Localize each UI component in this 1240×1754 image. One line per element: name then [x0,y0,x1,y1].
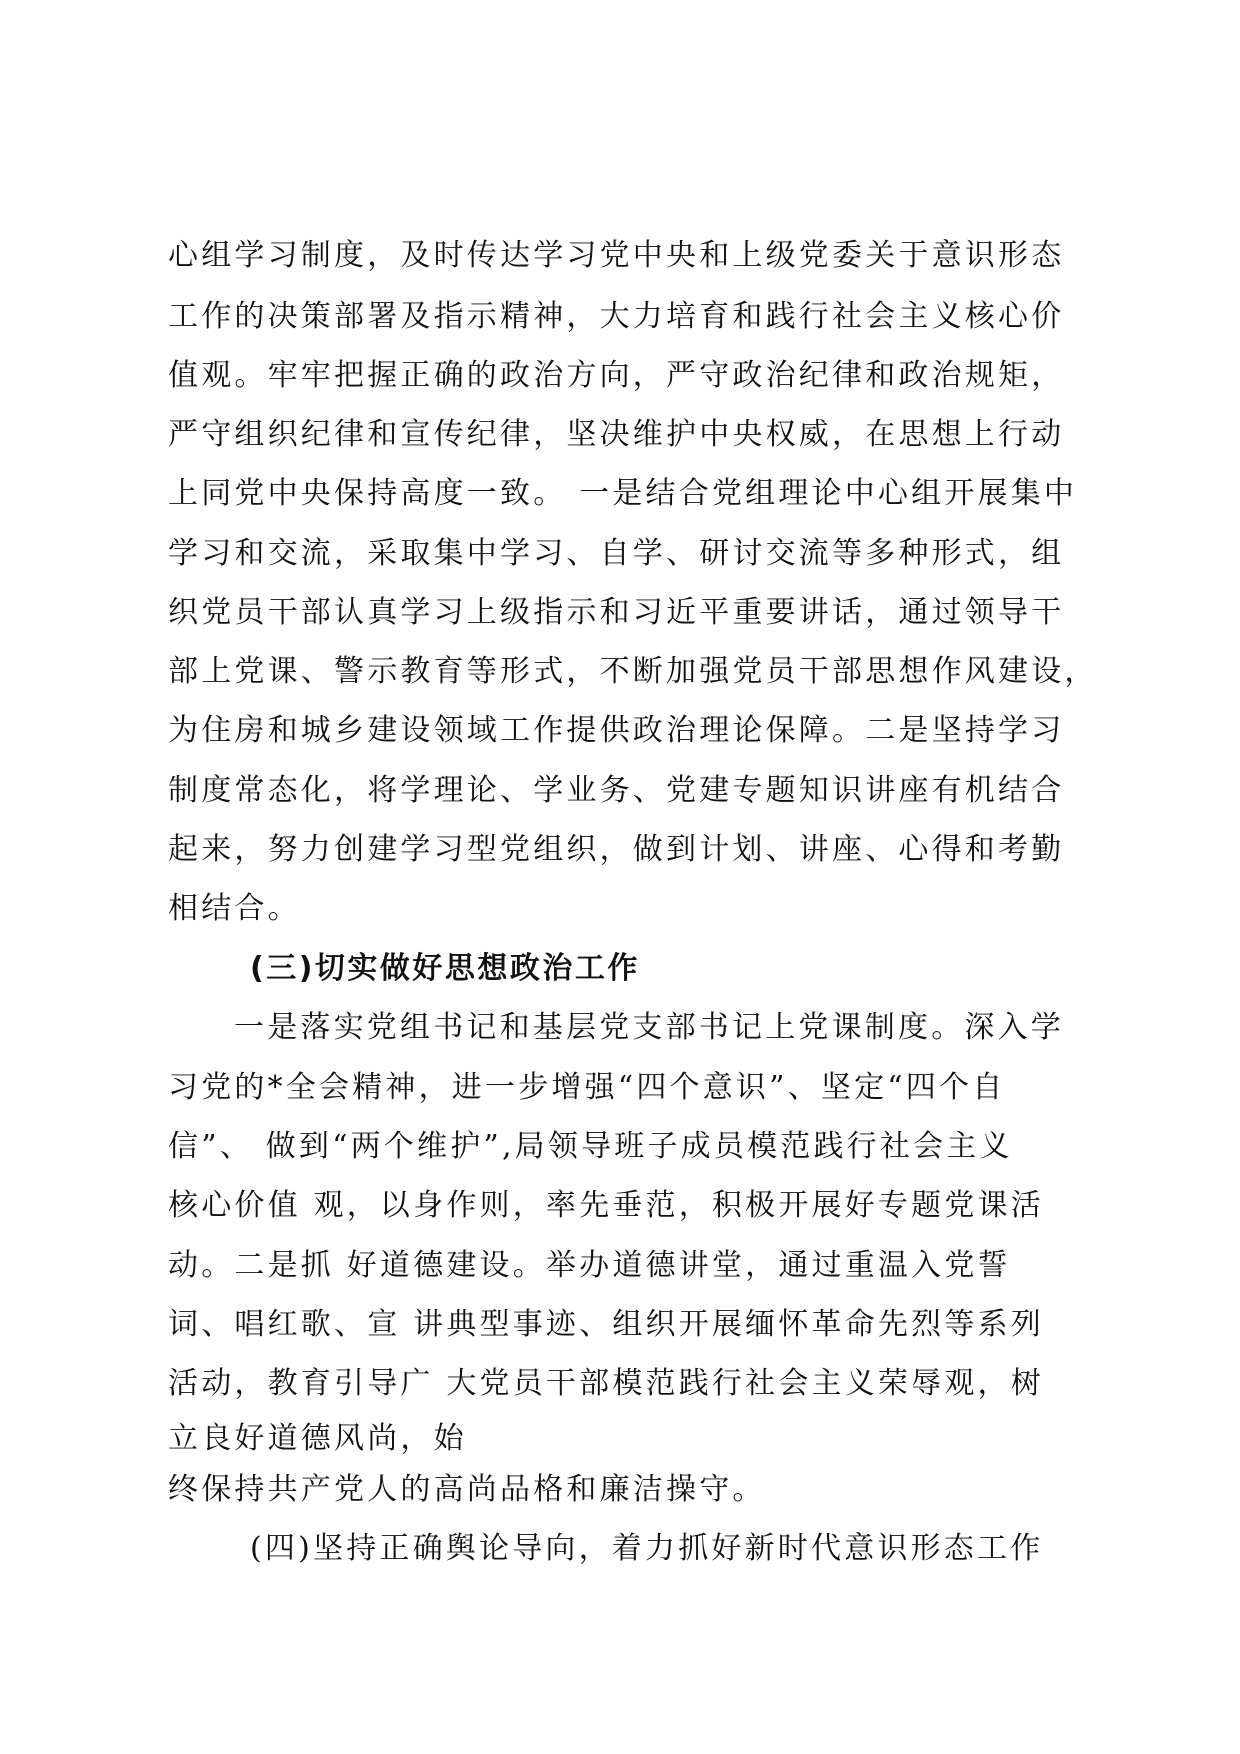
body-text-line: 相结合。 [168,891,301,926]
body-text-line: 动。二是抓 好道德建设。举办道德讲堂，通过重温入党誓 [168,1248,1011,1283]
body-text-line: 学习和交流，采取集中学习、自学、研讨交流等多种形式，组 [168,536,1065,571]
body-text-line: 上同党中央保持高度一致。 一是结合党组理论中心组开展集中 [168,476,1078,511]
body-text-line: 心组学习制度，及时传达学习党中央和上级党委关于意识形态 [168,238,1065,273]
section-heading: (四)坚持正确舆论导向，着力抓好新时代意识形态工作 [250,1531,1044,1566]
body-text-line: 值观。牢牢把握正确的政治方向，严守政治纪律和政治规矩， [168,358,1065,393]
section-heading: (三)切实做好思想政治工作 [250,951,640,986]
body-text-line: 词、唱红歌、宣 讲典型事迹、组织开展缅怀革命先烈等系列 [168,1307,1044,1342]
body-text-line: 制度常态化，将学理论、学业务、党建专题知识讲座有机结合 [168,773,1065,808]
body-text-line: 终保持共产党人的高尚品格和廉洁操守。 [168,1472,766,1507]
body-text-line: 工作的决策部署及指示精神，大力培育和践行社会主义核心价 [168,299,1065,334]
body-text-line: 部上党课、警示教育等形式，不断加强党员干部思想作风建设， [168,654,1098,689]
body-text-line: 一是落实党组书记和基层党支部书记上党课制度。深入学 [234,1010,1064,1045]
body-text-line: 信”、 做到“两个维护”,局领导班子成员模范践行社会主义 [168,1129,1013,1164]
body-text-line: 活动，教育引导广 大党员干部模范践行社会主义荣辱观，树 [168,1366,1044,1401]
body-text-line: 起来，努力创建学习型党组织，做到计划、讲座、心得和考勤 [168,832,1065,867]
body-text-line: 核心价值 观，以身作则，率先垂范，积极开展好专题党课活 [168,1188,1044,1223]
body-text-line: 立良好道德风尚，始 [168,1421,467,1456]
body-text-line: 严守组织纪律和宣传纪律，坚决维护中央权威，在思想上行动 [168,417,1065,452]
body-text-line: 习党的*全会精神，进一步增强“四个意识”、坚定“四个自 [168,1070,1006,1105]
body-text-line: 织党员干部认真学习上级指示和习近平重要讲话，通过领导干 [168,595,1065,630]
body-text-line: 为住房和城乡建设领域工作提供政治理论保障。二是坚持学习 [168,713,1065,748]
